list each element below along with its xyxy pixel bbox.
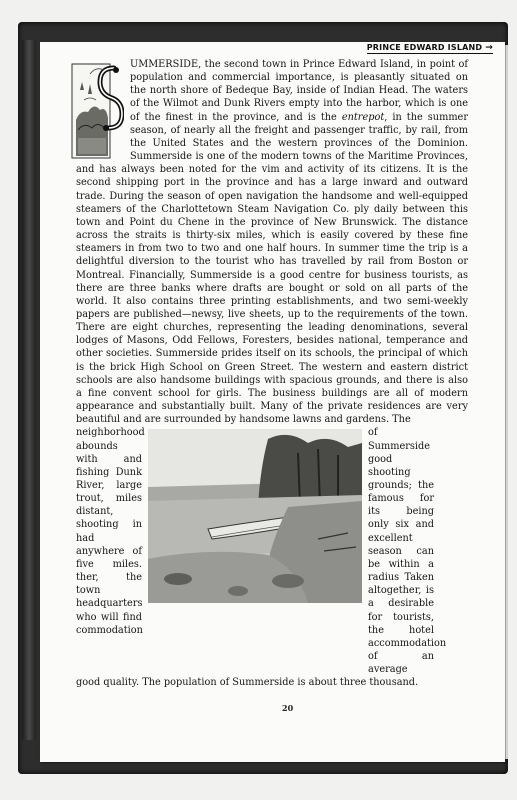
right-column-text: of Summerside good shooting grounds; the famous for its being only six and excellent season can be within a radius Taken altogether, is a desirable for tourists, the hotel accommodation of an average: [368, 427, 447, 676]
arrow-right-icon: →: [485, 43, 493, 53]
running-head: [367, 43, 493, 54]
photo-wrap-row: [76, 426, 468, 676]
decorated-initial-s: [70, 60, 124, 162]
paragraph-part-2: , in the summer season, of nearly all the freight and passenger traffic, by rail, from the United States and the western provinces of the Dominion. Summerside is one of the modern towns of the Maritime Provinces, and has always been noted for the vim and activity of its citizens. It is the second shipping port in the province and has a large inward and outward trade. During the season of open navigation the handsome and well-equipped steamers of the Charlottetown Steam Navigation Co. ply daily between this town and Point du Chene in the province of New Brunswick. The distance across the straits is thirty-six miles, which is easily covered by these fine steamers in from two to two and one half hours. In summer time the trip is a delightful diversion to the tourist who has travelled by rail from Boston or Montreal. Financially, Summerside is a good centre for business tourists, as there are three banks where drafts are bought or sold on all parts of the world. It also contains three printing establishments, and two semi-weekly papers are published—newsy, live sheets, up to the requirements of the town. There are eight churches, representing the leading denominations, several lodges of Masons, Odd Fellows, Foresters, besides national, temperance and other societies. Summerside prides itself on its schools, the principal of which is the brick High School on Green Street. The western and eastern district schools are also handsome buildings with spacious grounds, and there is also a fine convent school for girls. The business buildings are all of modern appearance and substantially built. Many of the private residences are very beautiful and are surrounded by handsome lawns and gardens. The: [76, 111, 468, 426]
closing-line: good quality. The population of Summerside is about three thousand.: [76, 677, 419, 689]
text-column-right: [368, 426, 447, 676]
left-column-text: neighborhood abounds with and fishing Dunk River, large trout, miles distant, shooting in had anywhere of five miles. ther, the town headquarters who will find commodation: [76, 427, 145, 636]
canoe-shore-photo: [148, 429, 362, 603]
page-number: 20: [282, 703, 294, 713]
running-head-title: PRINCE EDWARD ISLAND: [366, 43, 483, 52]
paragraph-part-1: , the second town in Prince Edward Island, in point of population and commercial importance, is pleasantly situated on the north shore of Bedeque Bay, inside of Indian Head. The waters of the Wilmot and Dunk Rivers empty into the harbor, which is one of the finest in the province, and is the: [130, 59, 468, 123]
text-column-left: [76, 426, 145, 676]
book-spine-edge: [22, 40, 36, 740]
drop-cap-rest: UMMERSIDE: [130, 59, 199, 70]
article-text: [76, 58, 468, 690]
italic-entrepot: entrepot: [341, 111, 385, 123]
